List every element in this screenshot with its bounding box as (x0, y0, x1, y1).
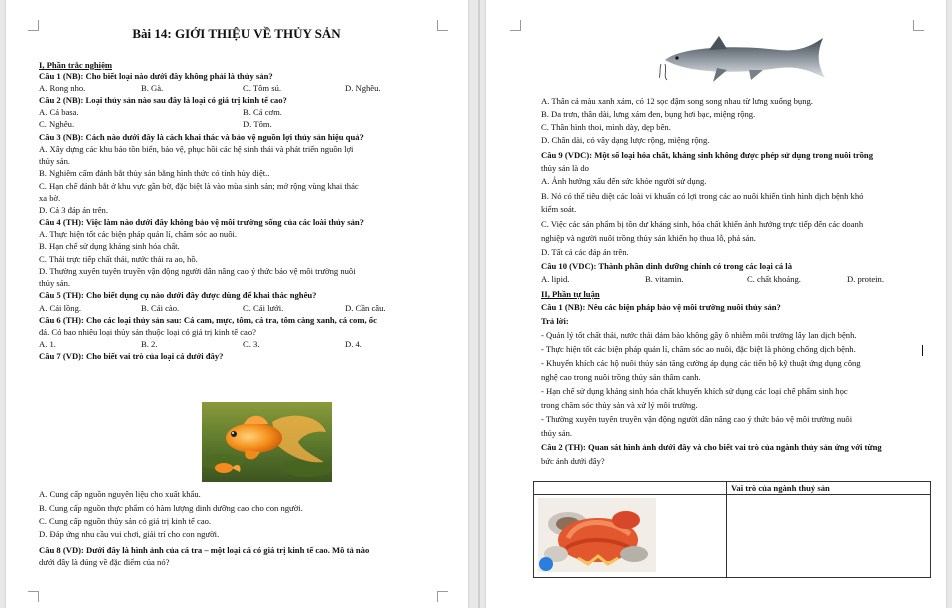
option: A. Rong nho. (39, 83, 86, 93)
option: C. Việc các sản phẩm bị tồn dư kháng sinh, hóa chất khiến ảnh hưởng trực tiếp đến các doanh (541, 219, 864, 229)
option: B. Nghiêm cấm đánh bắt thủy sản bằng hình thức có tính hủy diệt.. (39, 168, 270, 178)
catfish-image (659, 34, 827, 86)
table-cell (727, 495, 931, 578)
answer-line: - Hạn chế sử dụng kháng sinh hóa chất khuyến khích sử dụng các loại chế phẩm sinh học (541, 386, 848, 396)
option: B. Cá cơm. (243, 107, 282, 117)
option: D. Thường xuyên tuyên truyền vận động người dân nâng cao ý thức bảo vệ môi trường nuôi (39, 266, 356, 276)
answer-label: Trả lời: (541, 316, 569, 326)
option: A. Cung cấp nguồn nguyên liệu cho xuất khẩu. (39, 489, 201, 499)
question-cont: thủy sản là do (541, 163, 589, 173)
crop-mark (437, 20, 448, 31)
option: C. Thân hình thoi, mình dày, dẹp bên. (541, 122, 671, 132)
question-9: Câu 9 (VDC): Một số loại hóa chất, kháng sinh không được phép sử dụng trong nuôi trồng (541, 150, 874, 160)
option: D. Cả 3 đáp án trên. (39, 205, 108, 215)
goldfish-image (202, 402, 332, 482)
option: D. Tất cả các đáp án trên. (541, 247, 629, 257)
options-row (541, 273, 932, 285)
crop-mark (510, 20, 521, 31)
option: D. Cần câu. (345, 303, 386, 313)
seafood-image (538, 498, 656, 572)
option: D. Đáp ứng nhu cầu vui chơi, giải trí cho con người. (39, 529, 220, 539)
option: D. protein. (847, 274, 884, 284)
question-cont: đá. Có bao nhiêu loại thủy sản thuộc loại có giá trị kinh tế cao? (39, 327, 256, 337)
question-4: Câu 4 (TH): Việc làm nào dưới đây không bảo vệ môi trường sống của các loài thủy sản? (39, 217, 364, 227)
option: B. vitamin. (645, 274, 684, 284)
table-header: Vai trò của ngành thuỷ sản (727, 482, 931, 495)
options-row (39, 302, 434, 314)
option: D. Tôm. (243, 119, 272, 129)
crop-mark (437, 591, 448, 602)
option: A. Cái lồng. (39, 303, 82, 313)
crop-mark (28, 20, 39, 31)
option: A. Xây dựng các khu bảo tồn biển, bảo vệ, phục hồi các hệ sinh thái và phát triển nguồn lợi (39, 144, 354, 154)
option: D. Nghêu. (345, 83, 381, 93)
answer-line: - Thường xuyên tuyên truyền vận động người dân nâng cao ý thức bảo vệ môi trường nuôi (541, 414, 853, 424)
question-8: Câu 8 (VD): Dưới đây là hình ảnh của cá tra – một loại cá có giá trị kinh tế cao. Mô tả nào (39, 545, 370, 555)
page-gap (478, 0, 480, 608)
option: C. Tôm sú. (243, 83, 282, 93)
essay-question-1: Câu 1 (NB): Nêu các biện pháp bảo vệ môi trường nuôi thủy sản? (541, 302, 781, 312)
crop-mark (28, 591, 39, 602)
option: C. 3. (243, 339, 260, 349)
option: D. 4. (345, 339, 362, 349)
table-cell (534, 495, 727, 578)
option: A. Thực hiện tốt các biện pháp quản lí, chăm sóc ao nuôi. (39, 229, 238, 239)
options-row (39, 338, 434, 350)
option: B. Cái cào. (141, 303, 180, 313)
option: A. lipid. (541, 274, 570, 284)
option-cont: thủy sản. (39, 278, 71, 288)
document-page-right (486, 0, 946, 608)
text-cursor (922, 345, 923, 356)
options-row (39, 82, 434, 94)
question-5: Câu 5 (TH): Cho biết dụng cụ nào dưới đây được dùng để khai thác nghêu? (39, 290, 317, 300)
question-1: Câu 1 (NB): Cho biết loại nào dưới đây không phải là thủy sản? (39, 71, 273, 81)
section-heading: I, Phần trắc nghiệm (39, 60, 113, 70)
option: D. Chân dài, có vây dạng lược rộng, miệng rộng. (541, 135, 710, 145)
question-3: Câu 3 (NB): Cách nào dưới đây là cách khai thác và bảo vệ nguồn lợi thủy sản hiệu quả? (39, 132, 364, 142)
page-body (541, 0, 932, 608)
option: C. Hạn chế đánh bắt ở khu vực gần bờ, đặc biệt là vào mùa sinh sản; mở rộng vùng khai thác (39, 181, 359, 191)
option: A. 1. (39, 339, 56, 349)
option: B. Hạn chế sử dụng kháng sinh hóa chất. (39, 241, 180, 251)
option: C. chất khoáng. (747, 274, 801, 284)
question-cont: bức ảnh dưới đây? (541, 456, 605, 466)
option-cont: xa bờ. (39, 193, 61, 203)
answer-line: - Khuyến khích các hộ nuôi thủy sản tăng cường áp dụng các tiến bộ kỹ thuật ứng dụng công (541, 358, 861, 368)
option: A. Cá basa. (39, 107, 79, 117)
answer-line: trong chăm sóc thủy sản và xử lý môi trường. (541, 400, 698, 410)
table-cell (534, 482, 727, 495)
question-7: Câu 7 (VD): Cho biết vai trò của loại cá dưới đây? (39, 351, 224, 361)
section-heading: II, Phần tự luận (541, 289, 600, 299)
option: C. Cung cấp nguồn thủy sản có giá trị kinh tế cao. (39, 516, 212, 526)
answer-line: nghệ cao trong nuôi trồng thủy sản thâm canh. (541, 372, 701, 382)
option-cont: nghiệp và người nuôi trồng thủy sản khiến họ thua lỗ, phá sản. (541, 233, 756, 243)
option-cont: kiểm soát. (541, 204, 577, 214)
option: B. Nó có thể tiêu diệt các loài vi khuẩn có lợi trong các ao nuôi khiến tình hình dịch bệnh khó (541, 191, 864, 201)
document-page-left (6, 0, 468, 608)
question-6: Câu 6 (TH): Cho các loại thủy sản sau: Cá cam, mực, tôm, cá tra, tôm càng xanh, cá com, ốc (39, 315, 377, 325)
page-title: Bài 14: GIỚI THIỆU VỀ THỦY SẢN (132, 26, 341, 41)
option: A. Ảnh hưởng xấu đến sức khỏe người sử dụng. (541, 176, 707, 186)
roles-table (533, 481, 931, 578)
option: C. Thải trực tiếp chất thải, nước thải ra ao, hồ. (39, 254, 198, 264)
question-10: Câu 10 (VDC): Thành phần dinh dưỡng chính có trong các loại cá là (541, 261, 792, 271)
answer-line: thủy sản. (541, 428, 573, 438)
option: C. Cái lưới. (243, 303, 284, 313)
option-cont: thủy sản. (39, 156, 71, 166)
option: C. Nghêu. (39, 119, 75, 129)
essay-question-2: Câu 2 (TH): Quan sát hình ảnh dưới đây và cho biết vai trò của ngành thủy sản ứng với từng (541, 442, 882, 452)
answer-line: - Quản lý tốt chất thải, nước thải đảm bảo không gây ô nhiễm môi trường lây lan dịch bệnh. (541, 330, 857, 340)
question-2: Câu 2 (NB): Loại thủy sản nào sau đây là loại có giá trị kinh tế cao? (39, 95, 287, 105)
option: B. Da trơn, thân dài, lưng xám đen, bụng hơi bạc, miệng rộng. (541, 109, 756, 119)
answer-line[interactable]: - Thực hiện tốt các biện pháp quản lí, chăm sóc ao nuôi, đặc biệt là phòng chống dịch bệnh. (541, 344, 856, 354)
question-cont: dưới đây là đúng về đặc điểm của nó? (39, 557, 170, 567)
option: B. Cung cấp nguồn thực phẩm có hàm lượng dinh dưỡng cao cho con người. (39, 503, 303, 513)
option: A. Thân cá màu xanh xám, có 12 sọc đậm song song nhau từ lưng xuống bụng. (541, 96, 813, 106)
page-body (39, 0, 434, 608)
option: B. 2. (141, 339, 158, 349)
option: B. Gà. (141, 83, 164, 93)
